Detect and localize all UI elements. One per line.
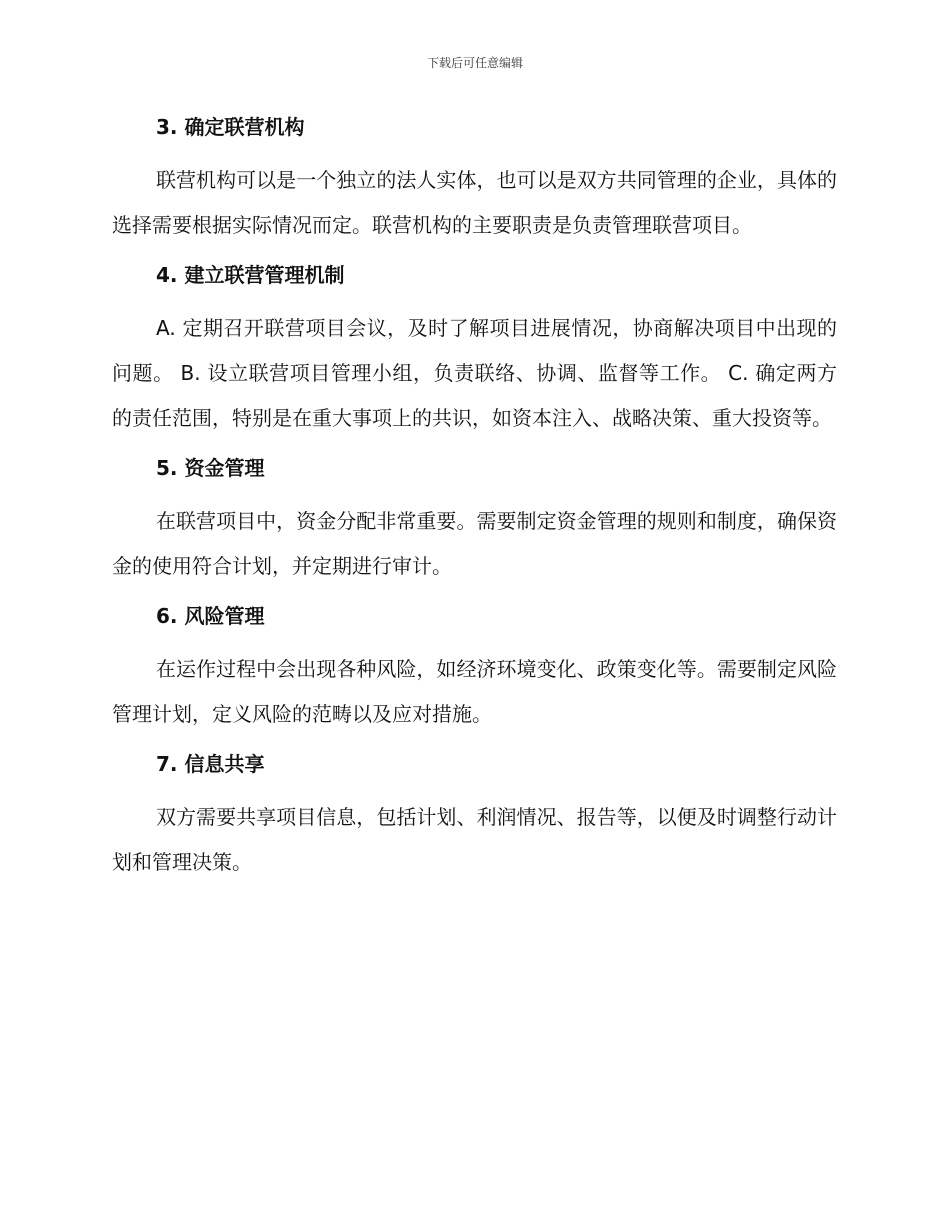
section-paragraph: 双方需要共享项目信息，包括计划、利润情况、报告等，以便及时调整行动计划和管理决策。 xyxy=(112,805,837,874)
section-5 xyxy=(112,453,837,589)
section-heading: 6. 风险管理 xyxy=(156,604,265,628)
section-heading: 3. 确定联营机构 xyxy=(156,115,305,139)
section-paragraph: A. 定期召开联营项目会议，及时了解项目进展情况，协商解决项目中出现的问题。 B. 设立联营项目管理小组，负责联络、协调、监督等工作。 C. 确定两方的责任范围，特别是在重大事项上的共识，如资本注入、战略决策、重大投资等。 xyxy=(112,316,837,430)
section-paragraph: 在联营项目中，资金分配非常重要。需要制定资金管理的规则和制度，确保资金的使用符合计划，并定期进行审计。 xyxy=(112,509,837,578)
section-3 xyxy=(112,112,837,248)
page-header-note: 下载后可任意编辑 xyxy=(426,56,523,70)
section-paragraph: 在运作过程中会出现各种风险，如经济环境变化、政策变化等。需要制定风险管理计划，定义风险的范畴以及应对措施。 xyxy=(112,657,837,726)
document-body xyxy=(112,112,837,897)
section-heading: 4. 建立联营管理机制 xyxy=(156,263,345,287)
section-7 xyxy=(112,749,837,885)
section-6 xyxy=(112,601,837,737)
section-heading: 7. 信息共享 xyxy=(156,752,265,776)
section-4 xyxy=(112,260,837,441)
section-heading: 5. 资金管理 xyxy=(156,456,265,480)
section-paragraph: 联营机构可以是一个独立的法人实体，也可以是双方共同管理的企业，具体的选择需要根据实际情况而定。联营机构的主要职责是负责管理联营项目。 xyxy=(112,168,837,237)
